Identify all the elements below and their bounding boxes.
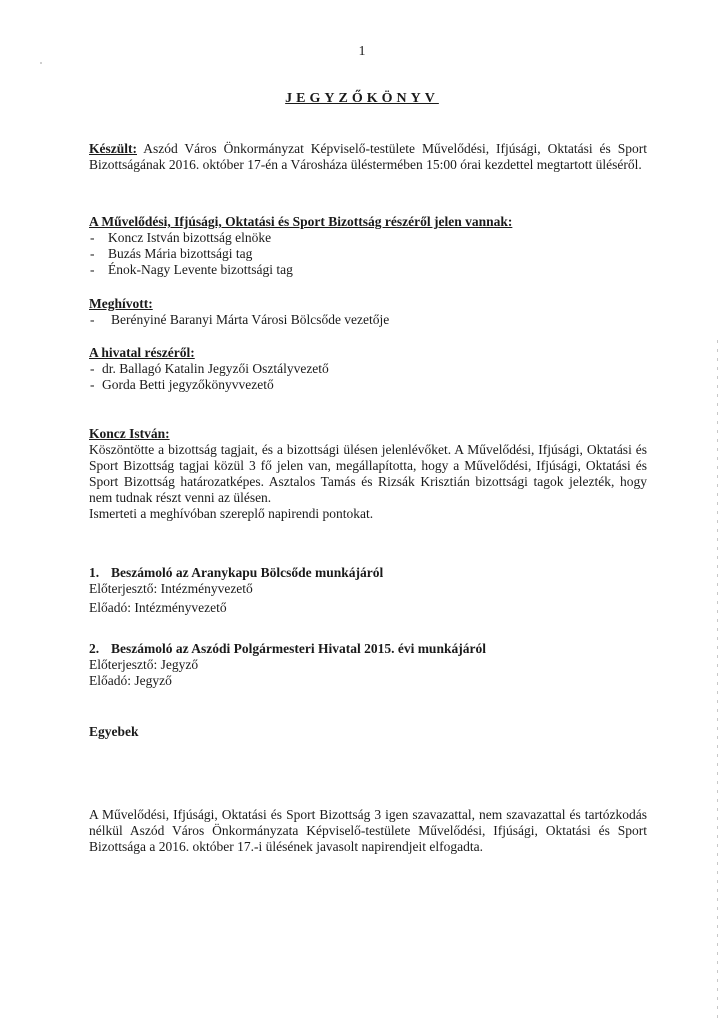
speaker-section <box>89 426 647 522</box>
invited-list <box>89 312 647 328</box>
resolution-paragraph: A Művelődési, Ifjúsági, Oktatási és Sport Bizottság 3 igen szavazattal, nem szavazattal és tartózkodás nélkül Aszód Város Önkormányzata Képviselő-testülete Művelődési, Ifjúsági, Oktatási és Sport Bizottsága a 2016. október 17.-i ülésének javasolt napirendjeit elfogadta. <box>89 807 647 854</box>
agenda-item-2 <box>89 641 647 689</box>
agenda-speaker: Előadó: Jegyző <box>89 673 172 688</box>
invited-section <box>89 296 647 328</box>
present-heading: A Művelődési, Ifjúsági, Oktatási és Sport Bizottság részéről jelen vannak: <box>89 214 513 229</box>
intro-text: Aszód Város Önkormányzat Képviselő-testülete Művelődési, Ifjúsági, Oktatási és Sport Bizottságának 2016. október 17-én a Városháza üléstermében 15:00 órai kezdettel megtartott üléséről. <box>89 141 647 172</box>
agenda-speaker: Előadó: Intézményvezető <box>89 600 227 615</box>
agenda-presenter: Előterjesztő: Intézményvezető <box>89 581 253 596</box>
list-item: - Koncz István bizottság elnöke <box>89 230 647 246</box>
list-item: - dr. Ballagó Katalin Jegyzői Osztályvezető <box>89 361 647 377</box>
agenda-number: 2. <box>89 641 100 656</box>
intro-paragraph <box>89 141 647 173</box>
list-item: - Énok-Nagy Levente bizottsági tag <box>89 262 647 278</box>
speaker-paragraph: Köszöntötte a bizottság tagjait, és a bizottsági ülésen jelenlévőket. A Művelődési, Ifjúsági, Oktatási és Sport Bizottság tagjai közül 3 fő jelen van, megállapította, hogy a Művelődési, Ifjúsági, Oktatási és Sport Bizottság határozatképes. Asztalos Tamás és Rizsák Krisztián bizottsági tagok jelezték, hogy nem tudnak részt venni az ülésen. <box>89 442 647 505</box>
speaker-heading: Koncz István: <box>89 426 170 441</box>
speaker-line: Ismerteti a meghívóban szereplő napirendi pontokat. <box>89 506 374 521</box>
invited-heading: Meghívott: <box>89 296 153 311</box>
office-section <box>89 345 647 393</box>
list-item: - Berényiné Baranyi Márta Városi Bölcsőde vezetője <box>89 312 647 328</box>
agenda-title: Beszámoló az Aranykapu Bölcsőde munkájáról <box>111 565 384 580</box>
present-section <box>89 214 647 278</box>
list-item: - Buzás Mária bizottsági tag <box>89 246 647 262</box>
agenda-title: Beszámoló az Aszódi Polgármesteri Hivatal 2015. évi munkájáról <box>111 641 486 656</box>
present-list <box>89 230 647 278</box>
list-item: - Gorda Betti jegyzőkönyvvezető <box>89 377 647 393</box>
office-heading: A hivatal részéről: <box>89 345 195 360</box>
agenda-item-1 <box>89 565 647 616</box>
page-number: 1 <box>358 44 366 59</box>
intro-label: Készült: <box>89 141 137 156</box>
agenda-number: 1. <box>89 565 100 580</box>
scan-edge-artifact <box>717 340 718 1020</box>
document-title: JEGYZŐKÖNYV <box>285 91 439 106</box>
office-list <box>89 361 647 393</box>
agenda-presenter: Előterjesztő: Jegyző <box>89 657 199 672</box>
scan-artifact <box>40 62 42 64</box>
other-heading: Egyebek <box>89 724 139 739</box>
